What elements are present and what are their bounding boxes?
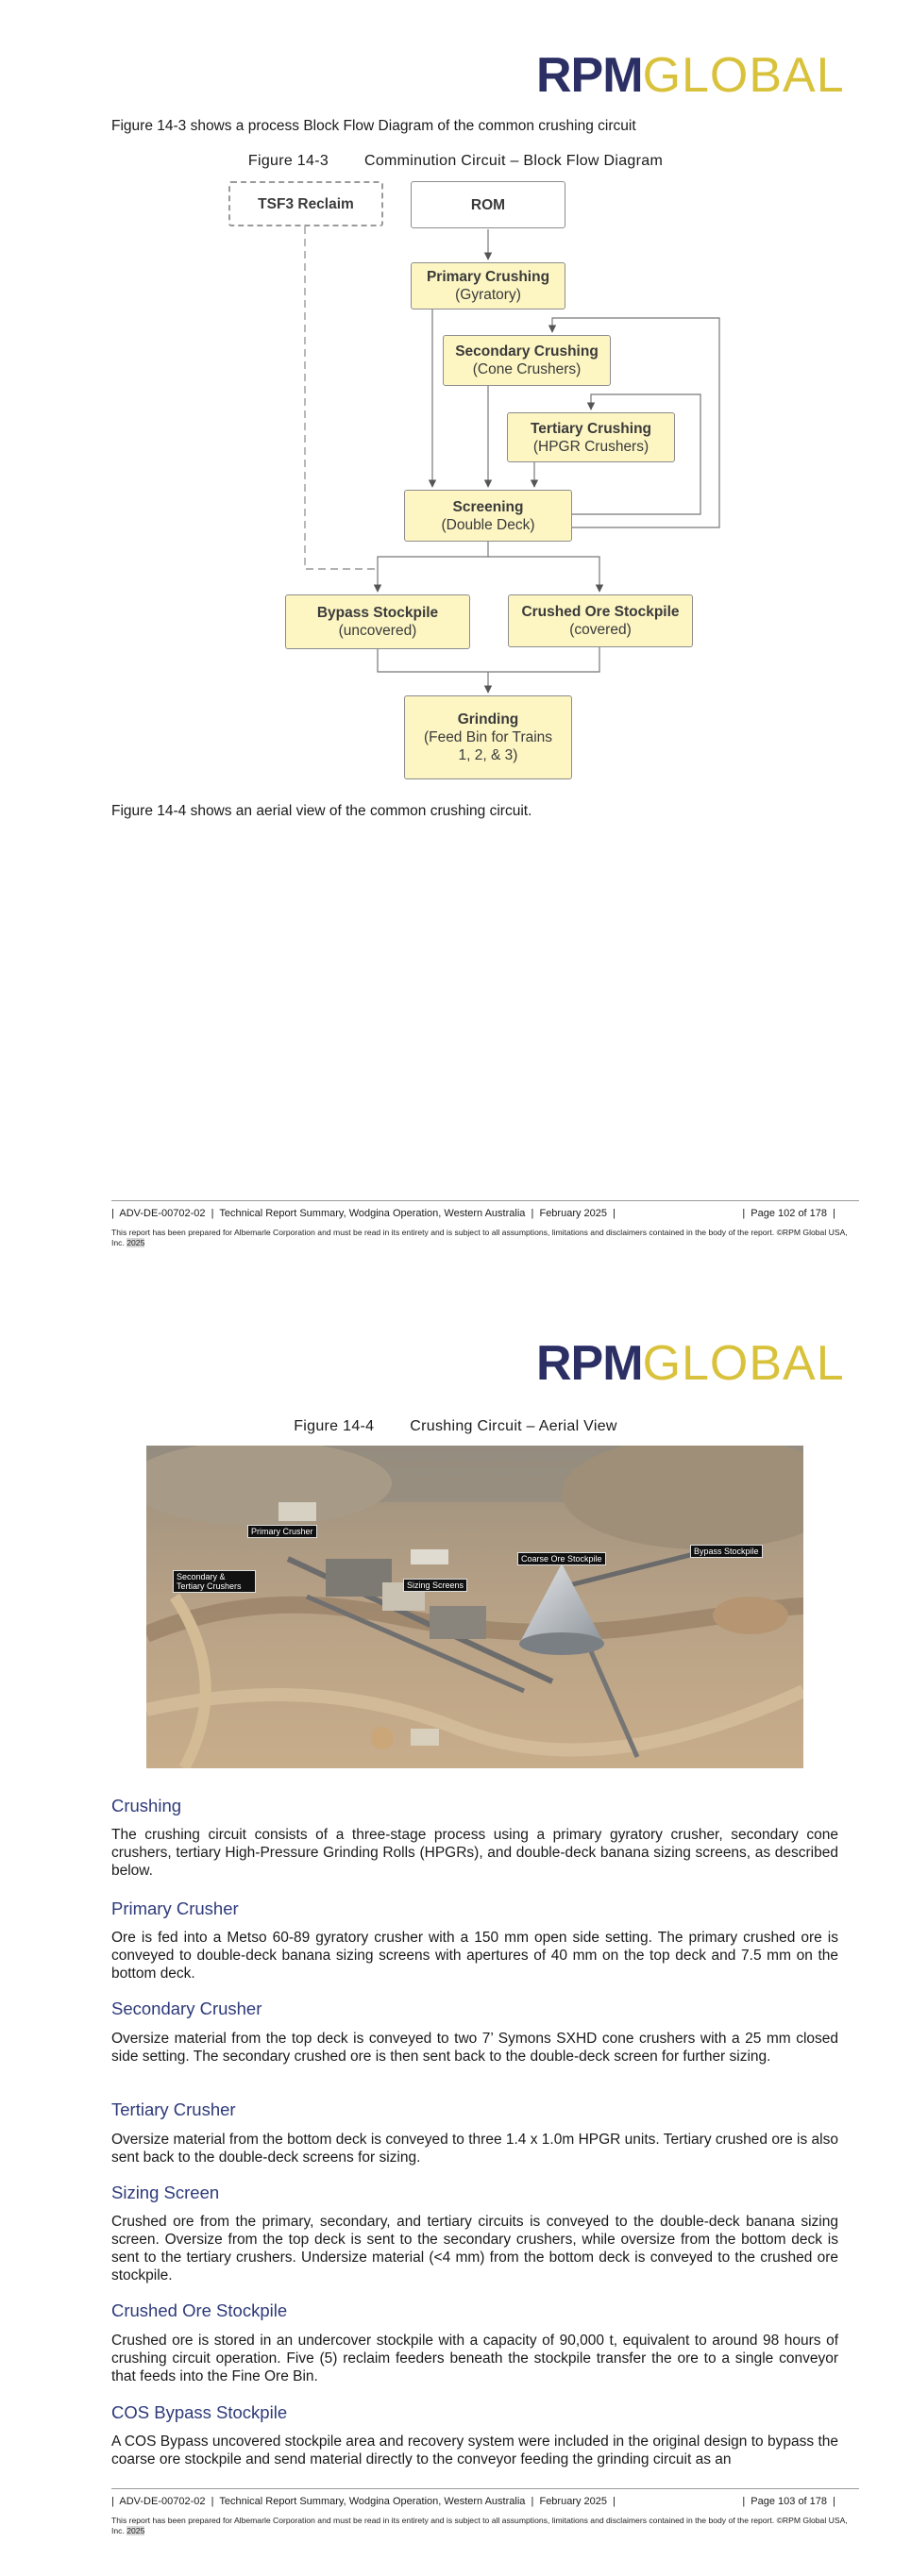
tertiary-title: Tertiary Crushing <box>530 420 652 437</box>
paragraph-secondary-crusher: Oversize material from the top deck is conveyed to two 7’ Symons SXHD cone crushers with a 25 mm closed side setting. The secondary crushed ore is then sent back to the double-deck screen for further sizing. <box>111 2031 838 2065</box>
footer-page-number: | Page 102 of 178 | <box>742 1208 835 1219</box>
photo-label-bypass-stockpile: Bypass Stockpile <box>690 1545 763 1558</box>
tertiary-sub: (HPGR Crushers) <box>532 438 650 455</box>
rom-title: ROM <box>470 196 506 213</box>
grinding-title: Grinding <box>457 711 519 728</box>
paragraph-sizing-screen: Crushed ore from the primary, secondary, and tertiary circuits is conveyed to the double-deck banana sizing screen. Oversize from the top deck is sent to the secondary crushers, while oversize from the bottom deck is sent to the tertiary crushers. Undersize material (<4 mm) from the bottom deck is conveyed to the crushed ore stockpile. <box>111 2214 838 2283</box>
heading-crushing: Crushing <box>111 1796 182 1815</box>
photo-label-sizing-screens: Sizing Screens <box>403 1579 467 1592</box>
screening-sub: (Double Deck) <box>441 516 535 533</box>
logo-part-global: GLOBAL <box>642 48 845 103</box>
aerial-view-photo <box>146 1446 803 1768</box>
footer-document-info: | ADV-DE-00702-02 | Technical Report Summary, Wodgina Operation, Western Australia | February 2025 | <box>111 2496 616 2507</box>
figure-14-3-caption: Figure 14-3 Comminution Circuit – Block Flow Diagram <box>247 153 664 169</box>
paragraph-crushed-ore-stockpile: Crushed ore is stored in an undercover stockpile with a capacity of 90,000 t, equivalent to around 98 hours of crushing circuit operation. Five (5) reclaim feeders beneath the stockpile transfer the ore to a single conveyor that feeds into the Fine Ore Bin. <box>111 2333 838 2384</box>
footer-page-number: | Page 103 of 178 | <box>742 2496 835 2507</box>
bypass-title: Bypass Stockpile <box>316 605 439 621</box>
footer-rule <box>111 1200 859 1201</box>
intro-paragraph: Figure 14-3 shows a process Block Flow Diagram of the common crushing circuit <box>111 118 636 134</box>
primary-sub: (Gyratory) <box>455 287 521 303</box>
flow-box-tsf3-reclaim <box>228 181 383 226</box>
heading-primary-crusher: Primary Crusher <box>111 1899 239 1918</box>
paragraph-cos-bypass-stockpile: A COS Bypass uncovered stockpile area and recovery system were included in the original design to bypass the coarse ore stockpile and send material directly to the conveyor feeding the grinding circuit as an <box>111 2434 838 2467</box>
heading-cos-bypass-stockpile: COS Bypass Stockpile <box>111 2402 288 2422</box>
tsf3-title: TSF3 Reclaim <box>258 195 354 212</box>
heading-crushed-ore-stockpile: Crushed Ore Stockpile <box>111 2300 288 2320</box>
paragraph-tertiary-crusher: Oversize material from the bottom deck is conveyed to three 1.4 x 1.0m HPGR units. Tertiary crushed ore is also sent back to the double-deck screens for sizing. <box>111 2132 838 2166</box>
flow-box-screening <box>404 490 572 542</box>
screening-title: Screening <box>452 498 524 515</box>
secondary-title: Secondary Crushing <box>455 343 599 360</box>
flow-box-primary-crushing <box>411 262 565 309</box>
heading-sizing-screen: Sizing Screen <box>111 2183 220 2202</box>
flow-box-bypass-stockpile <box>285 594 470 649</box>
page-103 <box>0 1288 911 2576</box>
crushed-title: Crushed Ore Stockpile <box>521 604 680 620</box>
secondary-sub: (Cone Crushers) <box>472 361 582 377</box>
figure-14-4-intro: Figure 14-4 shows an aerial view of the common crushing circuit. <box>111 803 532 819</box>
photo-label-primary-crusher: Primary Crusher <box>247 1525 317 1538</box>
aerial-photo-illustration <box>146 1446 803 1768</box>
copyright-year: 2025 <box>127 1238 145 1247</box>
logo-part-global: GLOBAL <box>642 1336 845 1391</box>
figure-14-4-caption: Figure 14-4 Crushing Circuit – Aerial View <box>294 1418 617 1434</box>
heading-tertiary-crusher: Tertiary Crusher <box>111 2099 236 2119</box>
footer-rule <box>111 2488 859 2489</box>
paragraph-crushing: The crushing circuit consists of a three-stage process using a primary gyratory crusher, secondary cone crushers, tertiary High-Pressure Grinding Rolls (HPGRs), and double-deck banana sizing screens, as described below. <box>111 1827 838 1879</box>
disclaimer-text: This report has been prepared for Albemarle Corporation and must be read in its entirety and is subject to all assumptions, limitations and disclaimers contained in the body of the report. ©RPM Global USA, Inc. <box>111 2516 848 2535</box>
photo-label-secondary-tertiary: Secondary & Tertiary Crushers <box>173 1570 256 1593</box>
flow-box-secondary-crushing <box>443 335 611 386</box>
footer-disclaimer <box>111 2516 857 2536</box>
footer-disclaimer <box>111 1228 857 1248</box>
flow-box-crushed-ore-stockpile <box>508 594 693 647</box>
logo-part-rpm: RPM <box>536 48 643 103</box>
disclaimer-text: This report has been prepared for Albemarle Corporation and must be read in its entirety and is subject to all assumptions, limitations and disclaimers contained in the body of the report. ©RPM Global USA, Inc. <box>111 1228 848 1247</box>
crushed-sub: (covered) <box>569 622 632 638</box>
bypass-sub: (uncovered) <box>338 623 417 639</box>
flow-box-tertiary-crushing <box>507 412 675 462</box>
primary-title: Primary Crushing <box>426 269 550 285</box>
copyright-year: 2025 <box>127 2526 145 2535</box>
paragraph-primary-crusher: Ore is fed into a Metso 60-89 gyratory crusher with a 150 mm open side setting. The primary crushed ore is conveyed to double-deck banana sizing screens with apertures of 40 mm on the top deck and 7.5 mm on the bottom deck. <box>111 1930 838 1982</box>
logo-part-rpm: RPM <box>536 1336 643 1391</box>
heading-secondary-crusher: Secondary Crusher <box>111 1999 262 2018</box>
footer-document-info: | ADV-DE-00702-02 | Technical Report Summary, Wodgina Operation, Western Australia | February 2025 | <box>111 1208 616 1219</box>
photo-label-coarse-ore-stockpile: Coarse Ore Stockpile <box>517 1552 606 1565</box>
rpm-global-logo <box>536 1336 845 1391</box>
flow-box-grinding <box>404 695 572 779</box>
flow-box-rom <box>411 181 565 228</box>
grinding-sub: (Feed Bin for Trains 1, 2, & 3) <box>423 729 553 763</box>
